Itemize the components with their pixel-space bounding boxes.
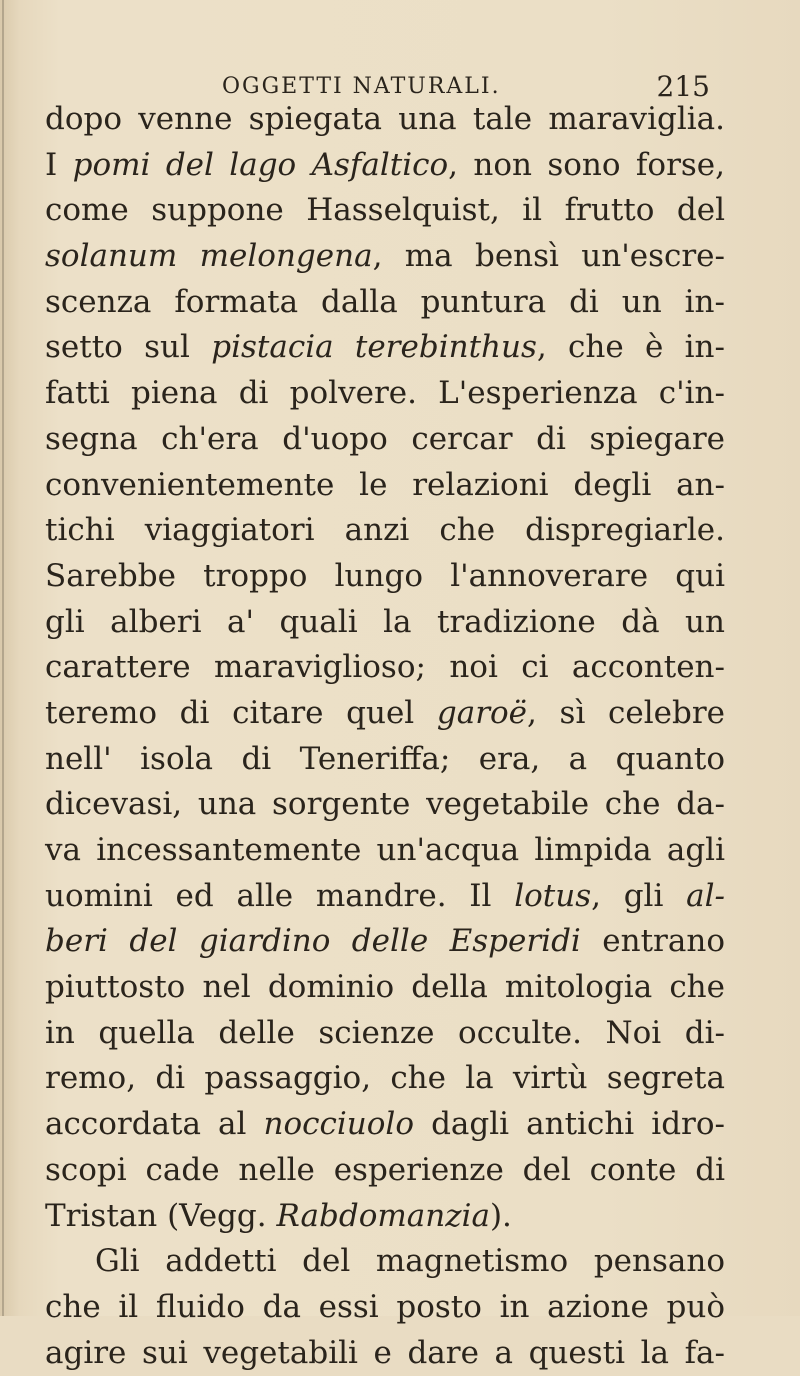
text-segment: tichi viaggiatori anzi che dispregiarle. (45, 512, 725, 549)
body-text (45, 97, 725, 1376)
text-line (45, 1011, 725, 1057)
text-line (45, 1194, 725, 1240)
text-segment: segna ch'era d'uopo cercar di spiegare (45, 420, 725, 457)
text-segment: va incessantemente un'acqua limpida agli (45, 832, 725, 868)
text-segment: teremo di citare quel (45, 694, 437, 731)
text-segment: agire sui vegetabili e dare a questi la fa- (45, 1334, 725, 1371)
text-segment: , non sono forse, (448, 146, 725, 183)
text-segment: scenza formata dalla puntura di un in- (45, 283, 725, 320)
text-line (45, 463, 725, 509)
text-segment: Tristan (Vegg. (45, 1197, 277, 1234)
text-segment: dopo venne spiegata una tale maraviglia. (45, 101, 725, 137)
text-segment: , che è in- (536, 329, 725, 366)
text-segment: gli alberi a' quali la tradizione dà un (45, 603, 725, 640)
text-segment: , gli (591, 877, 687, 914)
text-segment: in quella delle scienze occulte. Noi di- (45, 1014, 725, 1051)
text-segment: accordata al (45, 1106, 264, 1143)
text-segment: dagli antichi idro- (414, 1106, 726, 1143)
page-gutter-edge (2, 0, 4, 1316)
text-line (45, 188, 725, 234)
text-line (45, 143, 725, 189)
text-segment: setto sul (45, 329, 212, 366)
text-segment: , ma bensì un'escre- (372, 238, 725, 275)
text-line (45, 737, 725, 783)
page-number: 215 (656, 70, 710, 103)
text-line (45, 508, 725, 554)
text-line (45, 782, 725, 828)
text-segment: nell' isola di Teneriffa; era, a quanto (45, 740, 725, 777)
text-segment: Sarebbe troppo lungo l'annoverare qui (45, 557, 725, 594)
text-segment: remo, di passaggio, che la virtù segreta (45, 1060, 725, 1097)
text-line (45, 919, 725, 965)
text-segment: dicevasi, una sorgente vegetabile che da- (45, 786, 725, 823)
text-segment: Gli addetti del magnetismo pensano (95, 1243, 725, 1280)
text-line (45, 417, 725, 463)
italic-text-segment: al- (686, 877, 725, 914)
text-line (45, 1331, 725, 1376)
text-line (45, 1148, 725, 1194)
text-line (45, 371, 725, 417)
text-segment: scopi cade nelle esperienze del conte di (45, 1151, 725, 1188)
text-segment: ). (489, 1197, 512, 1234)
text-segment: fatti piena di polvere. L'esperienza c'in- (45, 375, 725, 412)
italic-text-segment: garoë (436, 694, 528, 731)
italic-text-segment: lotus (514, 877, 592, 914)
text-line (45, 1239, 725, 1285)
text-segment: , sì celebre (527, 694, 725, 731)
text-line (45, 1056, 725, 1102)
italic-text-segment: beri del giardino delle Esperidi (45, 923, 581, 960)
italic-text-segment: Rabdomanzia (276, 1197, 490, 1234)
text-segment: come suppone Hasselquist, il frutto del (45, 192, 725, 229)
text-line (45, 691, 725, 737)
text-line (45, 280, 725, 326)
text-line (45, 600, 725, 646)
text-segment: entrano (580, 923, 725, 960)
text-line (45, 1285, 725, 1331)
text-line (45, 234, 725, 280)
italic-text-segment: nocciuolo (263, 1106, 414, 1143)
text-line (45, 645, 725, 691)
text-line (45, 874, 725, 920)
text-segment: piuttosto nel dominio della mitologia che (45, 969, 725, 1006)
text-line (45, 965, 725, 1011)
text-line (45, 97, 725, 143)
italic-text-segment: pomi del lago Asfaltico (72, 146, 449, 183)
text-line (45, 828, 725, 874)
text-line (45, 325, 725, 371)
text-segment: uomini ed alle mandre. Il (45, 877, 515, 914)
text-segment: I (45, 146, 73, 183)
text-line (45, 1102, 725, 1148)
italic-text-segment: solanum melongena (45, 238, 373, 275)
text-segment: carattere maraviglioso; noi ci acconten- (45, 649, 725, 686)
running-head: OGGETTI NATURALI. (222, 74, 501, 99)
text-segment: che il fluido da essi posto in azione può (45, 1288, 725, 1325)
italic-text-segment: pistacia terebinthus (211, 329, 537, 366)
text-segment: convenientemente le relazioni degli an- (45, 466, 725, 503)
text-line (45, 554, 725, 600)
